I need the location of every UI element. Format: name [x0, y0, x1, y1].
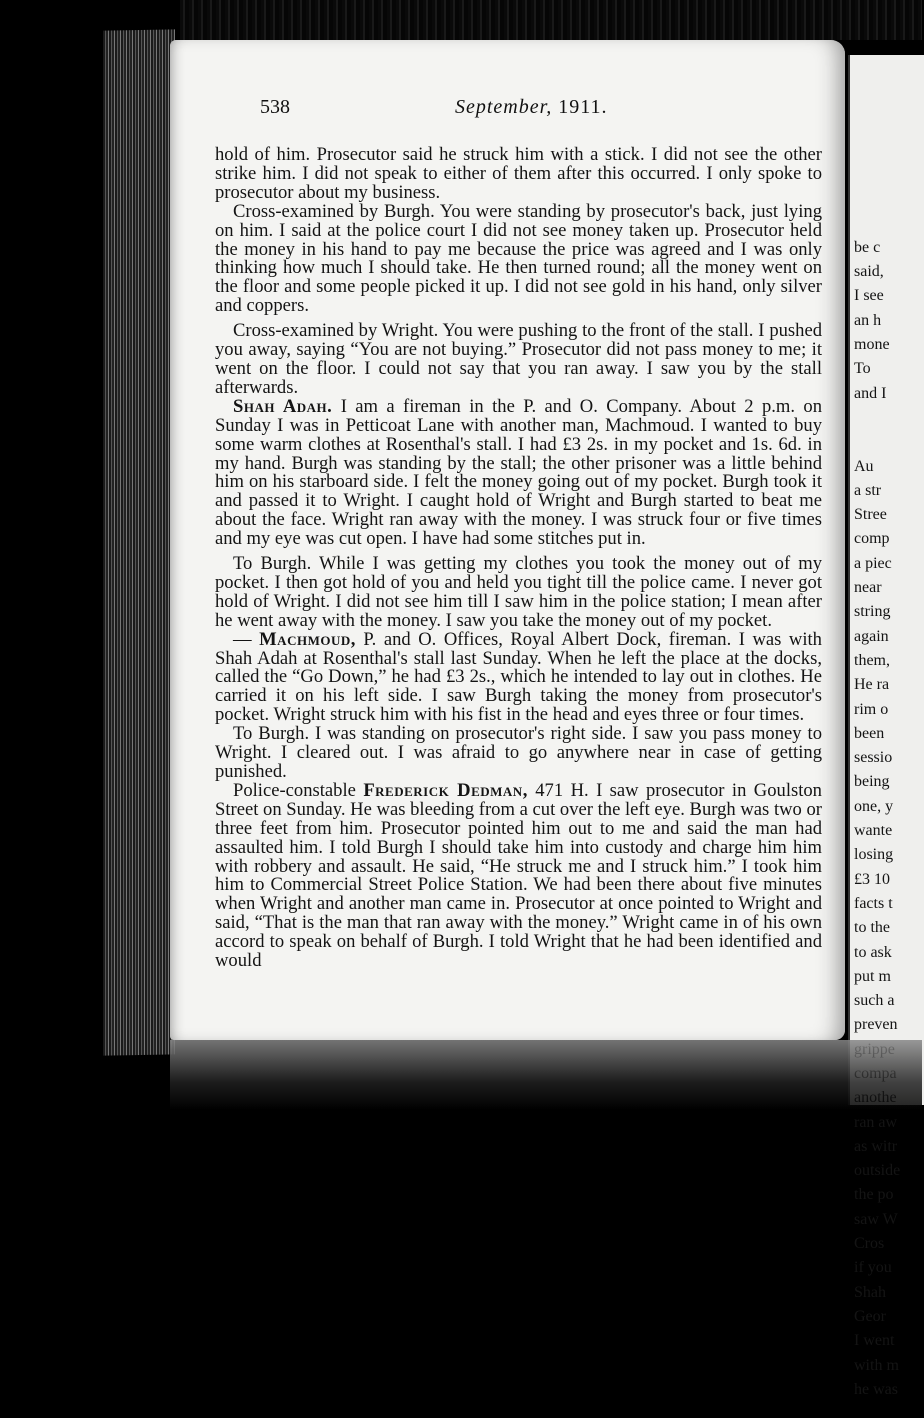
running-head: [455, 96, 607, 119]
facing-page-line: said,: [854, 263, 884, 281]
running-head-month: September,: [455, 96, 553, 118]
facing-page-line: mone: [854, 336, 890, 354]
witness-name: Frederick Dedman,: [363, 779, 528, 801]
facing-page-line: I went: [854, 1332, 895, 1350]
paragraph: [215, 628, 822, 726]
facing-page-line: as witr: [854, 1137, 898, 1155]
running-head-year: 1911.: [558, 96, 608, 118]
facing-page-line: and I: [854, 384, 887, 402]
testimony-text: 471 H. I saw prosecutor in Goulston Street on Sunday. He was bleeding from a cut over the left eye. Burgh was two or three feet from him. Prosecutor pointed him out to me and said the man had assaulted him. I told Burgh I should take him into custody and charge him him with robbery and assault. He said, “He struck me and I struck him.” I took him him to Commercial Street Police Station. We had been there about five minutes when Wright and another man came in. Prosecutor at once pointed to Wright and said, “That is the man that ran away with the money.” Wright came in of his own accord to speak on behalf of Burgh. I told Wright that he had been identified and would: [215, 779, 822, 972]
paragraph: [215, 395, 823, 550]
witness-prefix: Police-constable: [233, 779, 364, 801]
facing-page-line: [854, 187, 924, 211]
facing-page-line: the po: [854, 1186, 894, 1204]
facing-page-line: He ra: [854, 676, 890, 694]
facing-page-line: Shah: [854, 1283, 886, 1301]
facing-page-line: [854, 430, 924, 454]
facing-page-line: to the: [854, 919, 890, 937]
facing-page-line: being: [854, 773, 890, 791]
facing-page-line: wante: [854, 822, 893, 840]
facing-page-line: To: [854, 360, 871, 378]
facing-page-line: Stree: [854, 506, 887, 524]
running-header: [260, 96, 820, 126]
facing-page-line: rim o: [854, 700, 889, 718]
facing-page-line: I see: [854, 287, 884, 305]
facing-page-line: an h: [854, 311, 882, 329]
facing-page-line: outside: [854, 1162, 901, 1180]
facing-page-line: again: [854, 627, 889, 645]
facing-page-line: £3 10: [854, 870, 890, 888]
facing-page-line: facts t: [854, 894, 893, 912]
scanner-background: [180, 0, 922, 40]
facing-page-line: such a: [854, 992, 895, 1010]
facing-page-line: near: [854, 579, 882, 597]
facing-page-line: [854, 212, 924, 236]
book-spine: [103, 29, 175, 1055]
facing-page-line: preven: [854, 1016, 898, 1034]
facing-page-line: losing: [854, 846, 894, 864]
page-bottom-shadow: [170, 1040, 922, 1110]
facing-page-line: with m: [854, 1356, 899, 1374]
facing-page-line: be c: [854, 238, 881, 256]
facing-page-line: put m: [854, 967, 891, 985]
page-number: 538: [260, 96, 290, 118]
paragraph: To Burgh. I was standing on prosecutor's right side. I saw you pass money to Wright. I cleared out. I was afraid to go anywhere near in case of getting punished.: [215, 723, 822, 782]
facing-page: [848, 55, 924, 1398]
facing-page-line: saw W: [854, 1210, 898, 1228]
witness-name: Machmoud,: [259, 628, 356, 650]
facing-page-line: sessio: [854, 749, 893, 767]
facing-page-line: string: [854, 603, 891, 621]
facing-page-line: a str: [854, 481, 882, 499]
testimony-text: I am a fireman in the P. and O. Company. About 2 p.m. on Sunday I was in Petticoat Lane with another man, Machmoud. I wanted to buy some warm clothes at Rosenthal's stall. I had £3 2s. in my pocket and 1s. 6d. in my hand. Burgh was standing by the stall; the other prisoner was a little behind him on his starboard side. I felt the money going out of my pocket. Burgh took it and passed it to Wright. I caught hold of Wright and Burgh started to beat me about the face. Wright ran away with the money. I was struck four or five times and my eye was cut open. I have had some stitches put in.: [215, 395, 823, 550]
facing-page-line: one, y: [854, 797, 894, 815]
facing-page-line: if you: [854, 1259, 892, 1277]
testimony-text: P. and O. Offices, Royal Albert Dock, fireman. I was with Shah Adah at Rosenthal's stall last Sunday. When he left the place at the docks, called the “Go Down,” he had £3 2s., which he intended to lay out in clothes. He carried it on his left side. I saw Burgh taking the money from prosecutor's pocket. Wright struck him with his fist in the head and eyes three or four times.: [215, 628, 822, 726]
paragraph: [215, 779, 822, 972]
paragraph: Cross-examined by Burgh. You were standing by prosecutor's back, just lying on him. I said at the police court I did not see money taken up. Prosecutor held the money in his hand to pay me because the price was agreed and I was only thinking how much I should take. He then turned round; all the money went on the floor and some people picked it up. I did not see gold in his hand, only silver and coppers.: [215, 200, 822, 317]
paragraph: hold of him. Prosecutor said he struck him with a stick. I did not see the other strike him. I did not speak to either of them after this occurred. I only spoke to prosecutor about my business.: [215, 144, 822, 203]
facing-page-line: comp: [854, 530, 890, 548]
facing-page-line: a piec: [854, 554, 892, 572]
witness-prefix: —: [233, 628, 260, 650]
paragraph: Cross-examined by Wright. You were pushing to the front of the stall. I pushed you away, saying “You are not buying.” Prosecutor did not pass money to me; it went on the floor. I could not say that you ran away. I saw you by the stall afterwards.: [215, 320, 822, 398]
facing-page-line: Au: [854, 457, 874, 475]
facing-page-line: Geor: [854, 1307, 886, 1325]
facing-page-line: [854, 406, 924, 430]
body-text: [215, 146, 822, 971]
facing-page-line: to ask: [854, 943, 892, 961]
facing-page-line: been: [854, 724, 885, 742]
paragraph: To Burgh. While I was getting my clothes you took the money out of my pocket. I then got hold of you and held you tight till the police came. I never got hold of Wright. I did not see him till I saw him in the police station; I mean after he went away with the money. I saw you take the money out of my pocket.: [215, 553, 822, 631]
facing-page-line: ran aw: [854, 1113, 898, 1131]
facing-page-line: [854, 163, 924, 187]
facing-page-line: he was: [854, 1380, 898, 1398]
facing-page-text: [854, 163, 924, 1402]
facing-page-line: Cros: [854, 1235, 885, 1253]
facing-page-line: them,: [854, 651, 890, 669]
witness-name: Shah Adah.: [233, 395, 333, 417]
